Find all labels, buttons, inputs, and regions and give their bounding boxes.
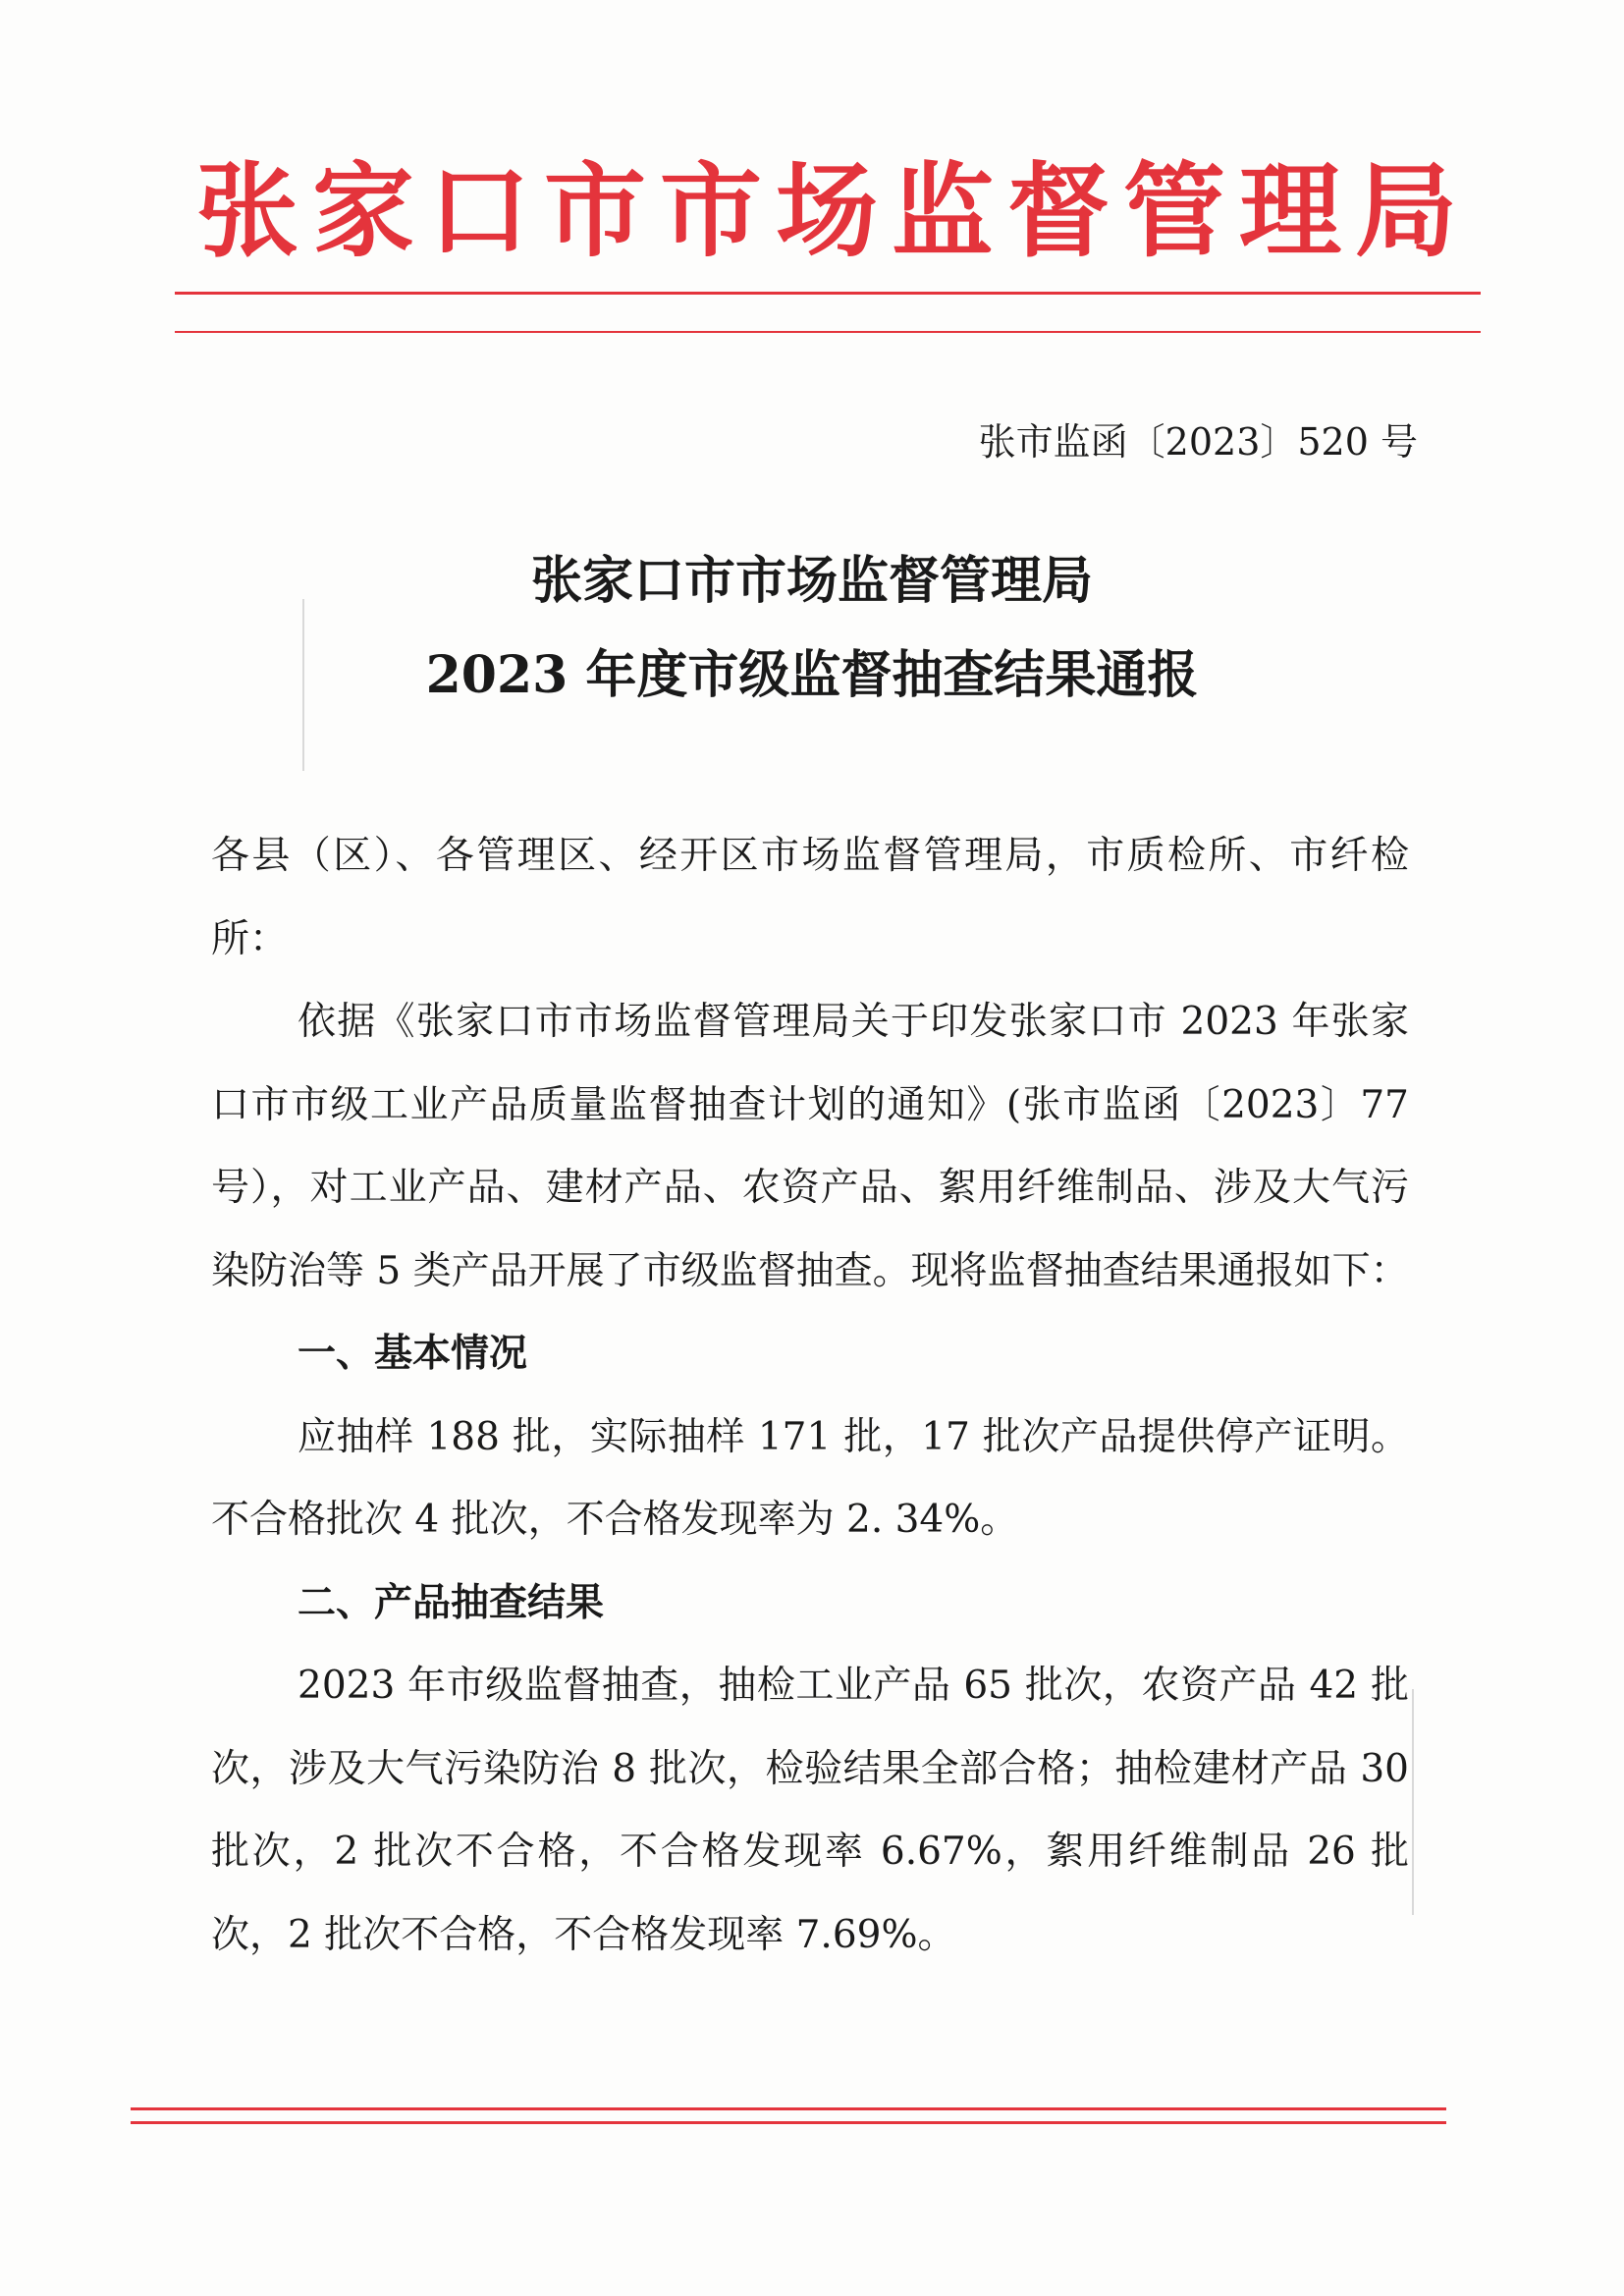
letterhead-rule-top — [175, 292, 1481, 295]
footer-rule-top — [131, 2107, 1446, 2110]
document-body — [211, 815, 1409, 1977]
section-heading-results: 二、产品抽查结果 — [298, 1580, 605, 1625]
scan-mark — [1412, 1689, 1414, 1915]
document-number: 张市监函〔2023〕520 号 — [978, 420, 1418, 464]
footer-rule-bottom — [131, 2121, 1446, 2124]
section-text-results: 2023 年市级监督抽查，抽检工业产品 65 批次，农资产品 42 批次，涉及大气污染防治 8 批次，检验结果全部合格；抽检建材产品 30 批次，2 批次不合格，不合格发现率 6.67%，絮用纤维制品 26 批次，2 批次不合格，不合格发现率 7.69%。 — [211, 1664, 1409, 1957]
addressee: 各县（区）、各管理区、经开区市场监督管理局，市质检所、市纤检所： — [211, 834, 1409, 961]
document-title-line-2: 2023 年度市级监督抽查结果通报 — [425, 645, 1199, 705]
letterhead-rule-bottom — [175, 331, 1481, 333]
scan-mark — [302, 599, 304, 771]
document-title-line-1: 张家口市市场监督管理局 — [530, 551, 1093, 611]
intro-paragraph: 依据《张家口市市场监督管理局关于印发张家口市 2023 年张家口市市级工业产品质量监督抽查计划的通知》(张市监函〔2023〕77 号），对工业产品、建材产品、农资产品、絮用纤维制品、涉及大气污染防治等 5 类产品开展了市级监督抽查。现将监督抽查结果通报如下： — [211, 1000, 1409, 1293]
section-text-basic: 应抽样 188 批，实际抽样 171 批，17 批次产品提供停产证明。不合格批次 4 批次，不合格发现率为 2. 34%。 — [211, 1414, 1409, 1542]
letterhead-agency-name: 张家口市市场监督管理局 — [196, 151, 1463, 271]
section-heading-basic: 一、基本情况 — [298, 1332, 528, 1376]
